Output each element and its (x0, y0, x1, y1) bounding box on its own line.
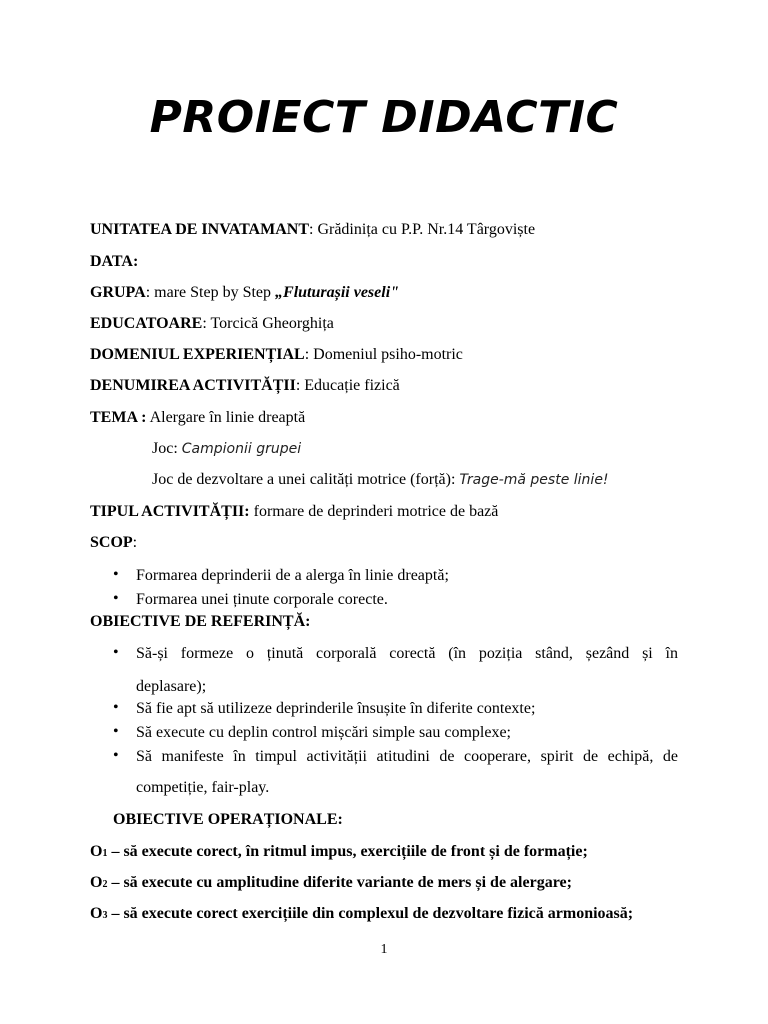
scop-item: Formarea unei ținute corporale corecte. (136, 591, 388, 608)
tema-value: Alergare în linie dreaptă (146, 409, 306, 426)
denumirea-value: : Educație fizică (295, 377, 400, 394)
obiectiv-ref-item: Să execute cu deplin control mișcări simple sau complexe; (136, 724, 511, 741)
bullet: • (113, 590, 119, 607)
obiectiv-op-text: – să execute corect exercițiile din complexul de dezvoltare fizică armonioasă; (107, 905, 634, 922)
obiectiv-op-line (90, 842, 588, 864)
joc1-value: Campionii grupei (181, 441, 302, 457)
obiectiv-ref-item: Să manifeste în timpul activității atitudini de cooperare, spirit de echipă, de (136, 748, 678, 765)
tipul-label: TIPUL ACTIVITĂȚII: (90, 503, 250, 520)
obiective-referinta-heading: OBIECTIVE DE REFERINȚĂ: (90, 613, 311, 630)
scop-item: Formarea deprinderii de a alerga în linie dreaptă; (136, 567, 449, 584)
obiectiv-op-sub: 2 (102, 879, 108, 890)
tema-label: TEMA : (90, 409, 147, 426)
unitatea-label: UNITATEA DE INVATAMANT (90, 221, 309, 238)
obiectiv-op-code: O (90, 905, 103, 922)
obiectiv-op-text: – să execute cu amplitudine diferite variante de mers și de alergare; (107, 874, 572, 891)
joc2-value: Trage-mă peste linie! (459, 472, 609, 488)
joc1-line (152, 439, 301, 459)
grupa-value: : mare Step by Step (145, 284, 276, 301)
document-title: PROIECT DIDACTIC (149, 92, 619, 143)
obiectiv-op-sub: 1 (102, 848, 108, 859)
joc1-label: Joc: (152, 440, 182, 457)
tipul-line (90, 502, 498, 522)
obiectiv-op-line (90, 904, 633, 926)
obiective-operationale-heading: OBIECTIVE OPERAȚIONALE: (113, 811, 343, 828)
unitatea-value: : Grădinița cu P.P. Nr.14 Târgoviște (309, 221, 536, 238)
bullet: • (113, 747, 119, 764)
grupa-line (90, 283, 399, 303)
tipul-value: formare de deprinderi motrice de bază (249, 503, 499, 520)
educatoare-value: : Torcică Gheorghița (202, 315, 334, 332)
bullet: • (113, 699, 119, 716)
scop-line (90, 533, 137, 553)
domeniul-value: : Domeniul psiho-motric (304, 346, 463, 363)
obiectiv-op-code: O (90, 843, 103, 860)
obiectiv-ref-item: Să-și formeze o ținută corporală corectă (în poziția stând, șezând și în (136, 645, 678, 662)
obiectiv-op-line (90, 873, 572, 895)
tema-line (90, 408, 305, 428)
obiectiv-op-sub: 3 (102, 910, 108, 921)
obiectiv-ref-item: Să fie apt să utilizeze deprinderile însușite în diferite contexte; (136, 700, 536, 717)
unitatea-line (90, 220, 535, 240)
denumirea-label: DENUMIREA ACTIVITĂȚII (90, 377, 296, 394)
scop-colon: : (132, 534, 138, 551)
data-label: DATA: (90, 253, 139, 270)
bullet: • (113, 723, 119, 740)
obiectiv-op-code: O (90, 874, 103, 891)
obiectiv-op-text: – să execute corect, în ritmul impus, exercițiile de front și de formație; (107, 843, 588, 860)
domeniul-label: DOMENIUL EXPERIENȚIAL (90, 346, 305, 363)
bullet: • (113, 566, 119, 583)
grupa-name: „Fluturașii veseli" (275, 284, 400, 301)
obiectiv-ref-item-cont: competiție, fair-play. (136, 779, 270, 796)
page-number: 1 (380, 942, 388, 957)
denumirea-line (90, 376, 400, 396)
grupa-label: GRUPA (90, 284, 146, 301)
educatoare-label: EDUCATOARE (90, 315, 203, 332)
bullet: • (113, 644, 119, 661)
joc2-label: Joc de dezvoltare a unei calități motrice (forță): (152, 471, 460, 488)
educatoare-line (90, 314, 334, 334)
scop-label: SCOP (90, 534, 133, 551)
obiectiv-ref-item-cont: deplasare); (136, 678, 207, 695)
joc2-line (152, 470, 609, 490)
domeniul-line (90, 345, 463, 365)
